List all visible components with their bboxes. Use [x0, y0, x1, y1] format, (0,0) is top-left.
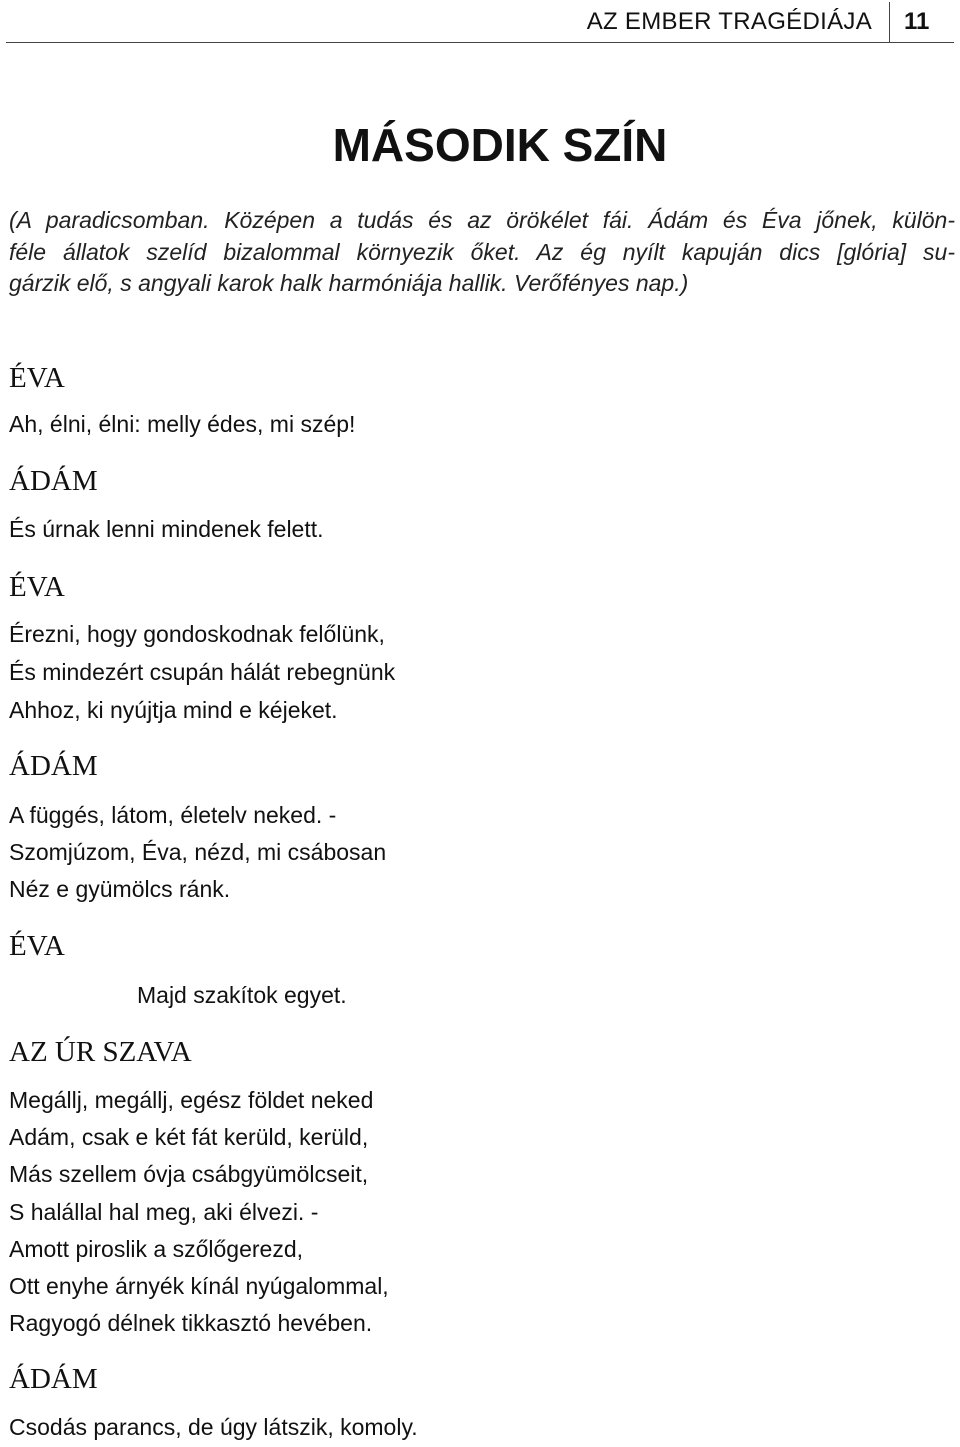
page-header: [0, 0, 960, 44]
verse-line: Ah, élni, élni: melly édes, mi szép!: [9, 411, 356, 437]
verse-line: Megállj, megállj, egész földet neked: [9, 1087, 374, 1113]
verse-line: És úrnak lenni mindenek felett.: [9, 516, 324, 542]
verse-line: Szomjúzom, Éva, nézd, mi csábosan: [9, 839, 387, 865]
verse-line: A függés, látom, életelv neked. -: [9, 802, 337, 828]
verse-line: Majd szakítok egyet.: [137, 982, 347, 1008]
verse-line: Ott enyhe árnyék kínál nyúgalommal,: [9, 1273, 389, 1299]
speaker-name: ÁDÁM: [9, 465, 98, 497]
verse-line: Néz e gyümölcs ránk.: [9, 876, 231, 902]
speaker-name: AZ ÚR SZAVA: [9, 1036, 192, 1068]
speaker-name: ÉVA: [9, 930, 65, 962]
stage-direction: [9, 205, 955, 300]
verse-line: Ragyogó délnek tikkasztó hevében.: [9, 1310, 373, 1336]
speaker-name: ÁDÁM: [9, 1363, 98, 1395]
verse-line: S halállal hal meg, aki élvezi. -: [9, 1199, 319, 1225]
verse-line: Más szellem óvja csábgyümölcseit,: [9, 1161, 369, 1187]
speaker-name: ÉVA: [9, 571, 65, 603]
verse-line: Érezni, hogy gondoskodnak felőlünk,: [9, 621, 385, 647]
speaker-name: ÉVA: [9, 362, 65, 394]
book-title: AZ EMBER TRAGÉDIÁJA: [586, 8, 872, 35]
stage-direction-line: (A paradicsomban. Középen a tudás és az örökélet fái. Ádám és Éva jőnek, külön-: [9, 207, 955, 233]
verse-line: Ahhoz, ki nyújtja mind e kéjeket.: [9, 697, 338, 723]
header-separator: [889, 2, 890, 42]
scene-title: MÁSODIK SZÍN: [332, 119, 668, 171]
stage-direction-line: gárzik elő, s angyali karok halk harmóniája hallik. Verőfényes nap.): [9, 270, 689, 296]
verse-line: És mindezért csupán hálát rebegnünk: [9, 659, 396, 685]
verse-line: Csodás parancs, de úgy látszik, komoly.: [9, 1414, 418, 1440]
header-rule: [6, 42, 954, 43]
speaker-name: ÁDÁM: [9, 750, 98, 782]
page-number: 11: [904, 8, 930, 35]
stage-direction-line: féle állatok szelíd bizalommal környezik őket. Az ég nyílt kapuján dics [glória] su-: [9, 238, 955, 265]
verse-line: Adám, csak e két fát kerüld, kerüld,: [9, 1124, 369, 1150]
verse-line: Amott piroslik a szőlőgerezd,: [9, 1236, 304, 1262]
